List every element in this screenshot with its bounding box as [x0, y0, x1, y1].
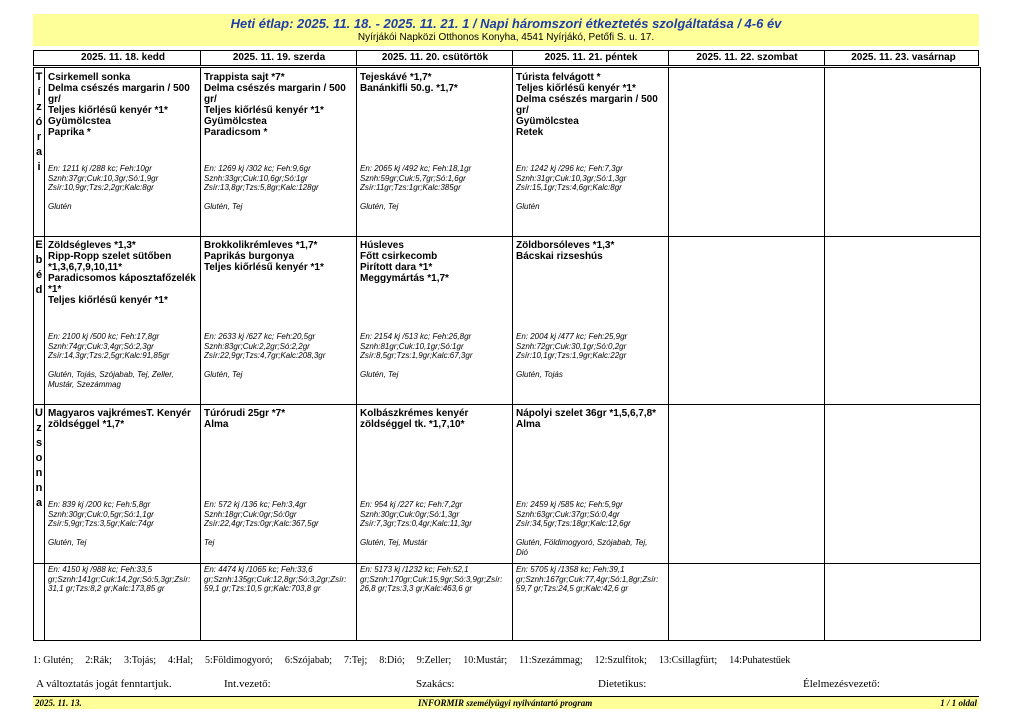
nutrition-line: En: 2154 kj /513 kc; Feh:26,8gr [360, 332, 472, 341]
row-divider [34, 563, 980, 564]
food-item: Túrista felvágott * [516, 72, 601, 83]
nutrition-line: En: 2004 kj /477 kc; Feh:25,9gr [516, 332, 628, 341]
food-item: Teljes kiőrlésű kenyér *1* [204, 105, 324, 116]
food-item: Zöldborsóleves *1,3* [516, 240, 615, 251]
legend-item: 9:Zeller; [416, 655, 452, 666]
allergen-line: Glutén [516, 202, 540, 211]
nutrition-info [48, 164, 198, 193]
nutrition-line: Sznh:31gr;Cuk:10,3gr;Só:1,3gr [516, 173, 627, 183]
food-manager-signature: Élelmezésvezető: [803, 678, 880, 690]
allergen-line: Glutén [48, 202, 72, 211]
nutrition-line: En: 954 kj /227 kc; Feh:7,2gr [360, 500, 463, 509]
food-item: Főtt csirkecomb [360, 251, 438, 262]
allergen-info [204, 370, 354, 380]
meal-label: U z s o n n a [35, 407, 43, 509]
food-item: Gyümölcstea [48, 116, 111, 127]
legend-item: 14:Puhatestűek [729, 655, 791, 666]
legend-item: 12:Szulfitok; [594, 655, 647, 666]
food-item: Retek [516, 127, 544, 138]
food-item: Kolbászkrémes kenyér zöldséggel tk. *1,7,10* [360, 408, 469, 430]
food-item: Húsleves [360, 240, 404, 251]
nutrition-line: Zsír:22,9gr;Tzs:4,7gr;Kalc:208,3gr [204, 351, 326, 360]
column-divider [668, 68, 669, 640]
nutrition-line: Zsír:10,1gr;Tzs:1,9gr;Kalc:22gr [516, 351, 627, 360]
nutrition-line: En: 1269 kj /302 kc; Feh:9,6gr [204, 164, 311, 173]
total-line: En: 4474 kj /1065 kc; Feh:33,6 [204, 565, 313, 574]
nutrition-line: Zsír:8,5gr;Tzs:1,9gr;Kalc:67,3gr [360, 351, 473, 360]
menu-grid [33, 67, 981, 641]
legend-item: 10:Mustár; [463, 655, 508, 666]
total-line: 26,8 gr;Tzs:3,3 gr;Kalc:463,6 gr [360, 584, 473, 593]
nutrition-line: Zsír:11gr;Tzs:1gr;Kalc:385gr [360, 183, 461, 192]
food-list [360, 408, 510, 430]
nutrition-line: Zsír:14,3gr;Tzs:2,5gr;Kalc:91,85gr [48, 351, 170, 360]
allergen-line: Glutén, Tej [360, 370, 399, 379]
nutrition-line: En: 572 kj /136 kc; Feh:3,4gr [204, 500, 307, 509]
column-divider [44, 68, 45, 640]
nutrition-line: Sznh:30gr;Cuk:0,5gr;Só:1,1gr [48, 509, 154, 519]
column-divider [668, 51, 669, 65]
nutrition-line: Sznh:74gr;Cuk:3,4gr;Só:2,3gr [48, 341, 154, 351]
food-item: Teljes kiőrlésű kenyér *1* [204, 262, 324, 273]
nutrition-line: Zsír:5,9gr;Tzs:3,5gr;Kalc:74gr [48, 519, 154, 528]
food-list [204, 240, 354, 273]
daily-total [360, 565, 510, 594]
food-list [516, 72, 666, 138]
nutrition-info [516, 332, 666, 361]
nutrition-line: Sznh:18gr;Cuk:0gr;Só:0gr [204, 509, 297, 519]
menu-cell [48, 408, 198, 561]
row-divider [34, 236, 980, 237]
row-divider [34, 404, 980, 405]
menu-cell [204, 240, 354, 402]
food-item: Paradicsomos káposztafőzelék *1* [48, 273, 196, 295]
food-list [360, 240, 510, 284]
allergen-info [360, 202, 510, 212]
food-list [516, 240, 666, 262]
nutrition-line: Zsír:22,4gr;Tzs:0gr;Kalc:367,5gr [204, 519, 319, 528]
column-divider [356, 51, 357, 65]
allergen-info [360, 538, 510, 548]
nutrition-line: Zsír:10,9gr;Tzs:2,2gr;Kalc:8gr [48, 183, 154, 192]
food-list [48, 240, 198, 306]
nutrition-info [360, 164, 510, 193]
food-item: Teljes kiőrlésű kenyér *1* [516, 83, 636, 94]
column-divider [200, 51, 201, 65]
allergen-legend [33, 655, 983, 666]
allergen-line: Glutén, Tojás [516, 370, 563, 379]
menu-header [33, 14, 979, 46]
allergen-info [360, 370, 510, 380]
day-header: 2025. 11. 20. csütörtök [381, 52, 489, 63]
nutrition-line: En: 1242 kj /296 kc; Feh:7,3gr [516, 164, 623, 173]
nutrition-line: Sznh:63gr;Cuk:37gr;Só:0,4gr [516, 509, 620, 519]
legend-item: 2:Rák; [85, 655, 112, 666]
legend-item: 13:Csillagfürt; [658, 655, 718, 666]
nutrition-line: En: 839 kj /200 kc; Feh:5,8gr [48, 500, 151, 509]
allergen-info [48, 538, 198, 548]
food-item: Gyümölcstea [516, 116, 579, 127]
nutrition-line: Sznh:59gr;Cuk:5,7gr;Só:1,6gr [360, 173, 466, 183]
meal-label: E b é d [35, 239, 43, 296]
food-item: Paradicsom * [204, 127, 268, 138]
legend-item: 6:Szójabab; [284, 655, 333, 666]
food-list [48, 408, 198, 430]
nutrition-info [360, 500, 510, 529]
column-divider [824, 51, 825, 65]
column-divider [200, 68, 201, 640]
food-item: Pirított dara *1* [360, 262, 433, 273]
footer-page: 1 / 1 oldal [940, 698, 977, 708]
allergen-info [48, 370, 198, 389]
nutrition-line: En: 2065 kj /492 kc; Feh:18,1gr [360, 164, 472, 173]
legend-item: 5:Földimogyoró; [205, 655, 273, 666]
food-item: Alma [204, 419, 229, 430]
food-item: Bácskai rizseshús [516, 251, 603, 262]
total-line: gr;Sznh:167gr;Cuk:77,4gr;Só:1,8gr;Zsír: [516, 574, 659, 584]
daily-total [48, 565, 198, 594]
total-line: gr;Sznh:135gr;Cuk:12,8gr;Só:3,2gr;Zsír: [204, 574, 347, 584]
menu-title: Heti étlap: 2025. 11. 18. - 2025. 11. 21. 1 / Napi háromszori étkeztetés szolgáltatása / 4-6 év [230, 16, 782, 31]
food-list [48, 72, 198, 138]
legend-item: 4:Hal; [168, 655, 194, 666]
food-item: Paprika * [48, 127, 91, 138]
nutrition-info [204, 164, 354, 193]
day-header: 2025. 11. 21. péntek [544, 52, 638, 63]
chef-signature: Szakács: [416, 678, 455, 690]
food-item: Gyümölcstea [204, 116, 267, 127]
menu-cell [360, 408, 510, 561]
page-footer [33, 696, 979, 709]
food-item: Tejeskávé *1,7* [360, 72, 432, 83]
allergen-line: Glutén, Tej [48, 538, 87, 547]
nutrition-info [516, 500, 666, 529]
nutrition-info [204, 332, 354, 361]
nutrition-line: Sznh:37gr;Cuk:10,3gr;Só:1,9gr [48, 173, 159, 183]
total-line: gr;Sznh:170gr;Cuk:15,9gr;Só:3,9gr;Zsír: [360, 574, 503, 584]
food-item: Teljes kiőrlésű kenyér *1* [48, 295, 168, 306]
total-line: En: 5705 kj /1358 kc; Feh:39,1 [516, 565, 625, 574]
food-item: Teljes kiőrlésű kenyér *1* [48, 105, 168, 116]
nutrition-line: En: 1211 kj /288 kc; Feh:10gr [48, 164, 152, 173]
nutrition-line: En: 2633 kj /627 kc; Feh:20,5gr [204, 332, 316, 341]
nutrition-line: Sznh:33gr;Cuk:10,6gr;Só:1gr [204, 173, 308, 183]
nutrition-info [516, 164, 666, 193]
allergen-line: Glutén, Tej [204, 370, 243, 379]
day-header: 2025. 11. 23. vasárnap [851, 52, 956, 63]
allergen-line: Glutén, Tej, Mustár [360, 538, 428, 547]
menu-cell [204, 408, 354, 561]
allergen-line: Glutén, Földimogyoró, Szójabab, Tej, [516, 538, 648, 547]
legend-item: 8:Dió; [379, 655, 405, 666]
nutrition-info [360, 332, 510, 361]
footer-program: INFORMIR személyügyi nyilvántartó program [418, 698, 593, 708]
menu-cell [48, 240, 198, 402]
total-line: En: 5173 kj /1232 kc; Feh:52,1 [360, 565, 469, 574]
menu-cell [48, 72, 198, 234]
legend-item: 1: Glutén; [33, 655, 74, 666]
allergen-info [204, 202, 354, 212]
total-line: 59,1 gr;Tzs:10,5 gr;Kalc:703,8 gr [204, 584, 321, 593]
nutrition-info [48, 500, 198, 529]
allergen-info [48, 202, 198, 212]
allergen-info [204, 538, 354, 548]
menu-cell [360, 240, 510, 402]
manager-signature: Int.vezető: [224, 678, 271, 690]
column-divider [356, 68, 357, 640]
footer-date: 2025. 11. 13. [35, 698, 82, 708]
column-divider [824, 68, 825, 640]
nutrition-line: Zsír:34,5gr;Tzs:18gr;Kalc:12,6gr [516, 519, 631, 528]
nutrition-line: En: 2100 kj /500 kc; Feh:17,8gr [48, 332, 160, 341]
menu-cell [516, 408, 666, 561]
nutrition-line: Sznh:81gr;Cuk:10,1gr;Só:1gr [360, 341, 464, 351]
food-item: Paprikás burgonya [204, 251, 295, 262]
food-item: Túrórudi 25gr *7* [204, 408, 286, 419]
allergen-line: Dió [516, 547, 529, 557]
nutrition-line: Zsír:13,8gr;Tzs:5,8gr;Kalc:128gr [204, 183, 319, 192]
nutrition-line: En: 2459 kj /585 kc; Feh:5,9gr [516, 500, 623, 509]
column-divider [512, 51, 513, 65]
total-line: gr;Sznh:141gr;Cuk:14,2gr;Só:5,3gr;Zsír: [48, 574, 191, 584]
legend-item: 7:Tej; [344, 655, 368, 666]
food-list [360, 72, 510, 94]
daily-total [516, 565, 666, 594]
day-header-row [33, 50, 979, 66]
food-item: Zöldségleves *1,3* [48, 240, 136, 251]
food-item: Trappista sajt *7* [204, 72, 285, 83]
food-item: Delma csészés margarin / 500 gr/ [204, 83, 346, 105]
allergen-line: Mustár, Szezámmag [48, 379, 121, 389]
food-list [516, 408, 666, 430]
food-item: Delma csészés margarin / 500 gr/ [516, 94, 658, 116]
food-item: Brokkolikrémleves *1,7* [204, 240, 318, 251]
total-line: 59,7 gr;Tzs:24,5 gr;Kalc:42,6 gr [516, 584, 629, 593]
daily-total [204, 565, 354, 594]
food-item: Magyaros vajkrémesT. Kenyér zöldséggel *1,7* [48, 408, 191, 430]
column-divider [512, 68, 513, 640]
nutrition-info [48, 332, 198, 361]
food-item: Nápolyi szelet 36gr *1,5,6,7,8* [516, 408, 657, 419]
day-header: 2025. 11. 19. szerda [232, 52, 326, 63]
menu-cell [516, 72, 666, 234]
food-item: Ripp-Ropp szelet sütőben *1,3,6,7,9,10,11* [48, 251, 172, 273]
day-header: 2025. 11. 22. szombat [696, 52, 798, 63]
allergen-line: Glutén, Tej [360, 202, 399, 211]
nutrition-line: Zsír:7,3gr;Tzs:0,4gr;Kalc:11,3gr [360, 519, 472, 528]
allergen-line: Tej [204, 538, 215, 547]
total-line: En: 4150 kj /988 kc; Feh:33,5 [48, 565, 153, 574]
nutrition-line: Sznh:83gr;Cuk:2,2gr;Só:2,2gr [204, 341, 310, 351]
dietitian-signature: Dietetikus: [598, 678, 647, 690]
allergen-line: Glutén, Tej [204, 202, 243, 211]
legend-item: 11:Szezámmag; [519, 655, 583, 666]
food-item: Alma [516, 419, 541, 430]
food-item: Delma csészés margarin / 500 gr/ [48, 83, 190, 105]
food-list [204, 408, 354, 430]
menu-cell [516, 240, 666, 402]
food-item: Meggymártás *1,7* [360, 273, 449, 284]
legend-item: 3:Tojás; [123, 655, 157, 666]
food-item: Banánkifli 50.g. *1,7* [360, 83, 458, 94]
food-item: Csirkemell sonka [48, 72, 131, 83]
nutrition-line: Sznh:30gr;Cuk:0gr;Só:1,3gr [360, 509, 460, 519]
food-list [204, 72, 354, 138]
nutrition-line: Sznh:72gr;Cuk:30,1gr;Só:0,2gr [516, 341, 627, 351]
allergen-info [516, 202, 666, 212]
nutrition-line: Zsír:15,1gr;Tzs:4,6gr;Kalc:8gr [516, 183, 622, 192]
total-line: 31,1 gr;Tzs:8,2 gr;Kalc:173,85 gr [48, 584, 165, 593]
menu-cell [360, 72, 510, 234]
meal-label: T í z ó r a i [35, 71, 43, 173]
allergen-info [516, 538, 666, 557]
allergen-line: Glutén, Tojás, Szójabab, Tej, Zeller, [48, 370, 174, 379]
nutrition-info [204, 500, 354, 529]
kitchen-address: Nyírjákói Napközi Otthonos Konyha, 4541 Nyírjákó, Petőfi S. u. 17. [357, 32, 655, 43]
reserve-note: A változtatás jogát fenntartjuk. [36, 678, 172, 690]
menu-cell [204, 72, 354, 234]
allergen-info [516, 370, 666, 380]
day-header: 2025. 11. 18. kedd [81, 52, 165, 63]
